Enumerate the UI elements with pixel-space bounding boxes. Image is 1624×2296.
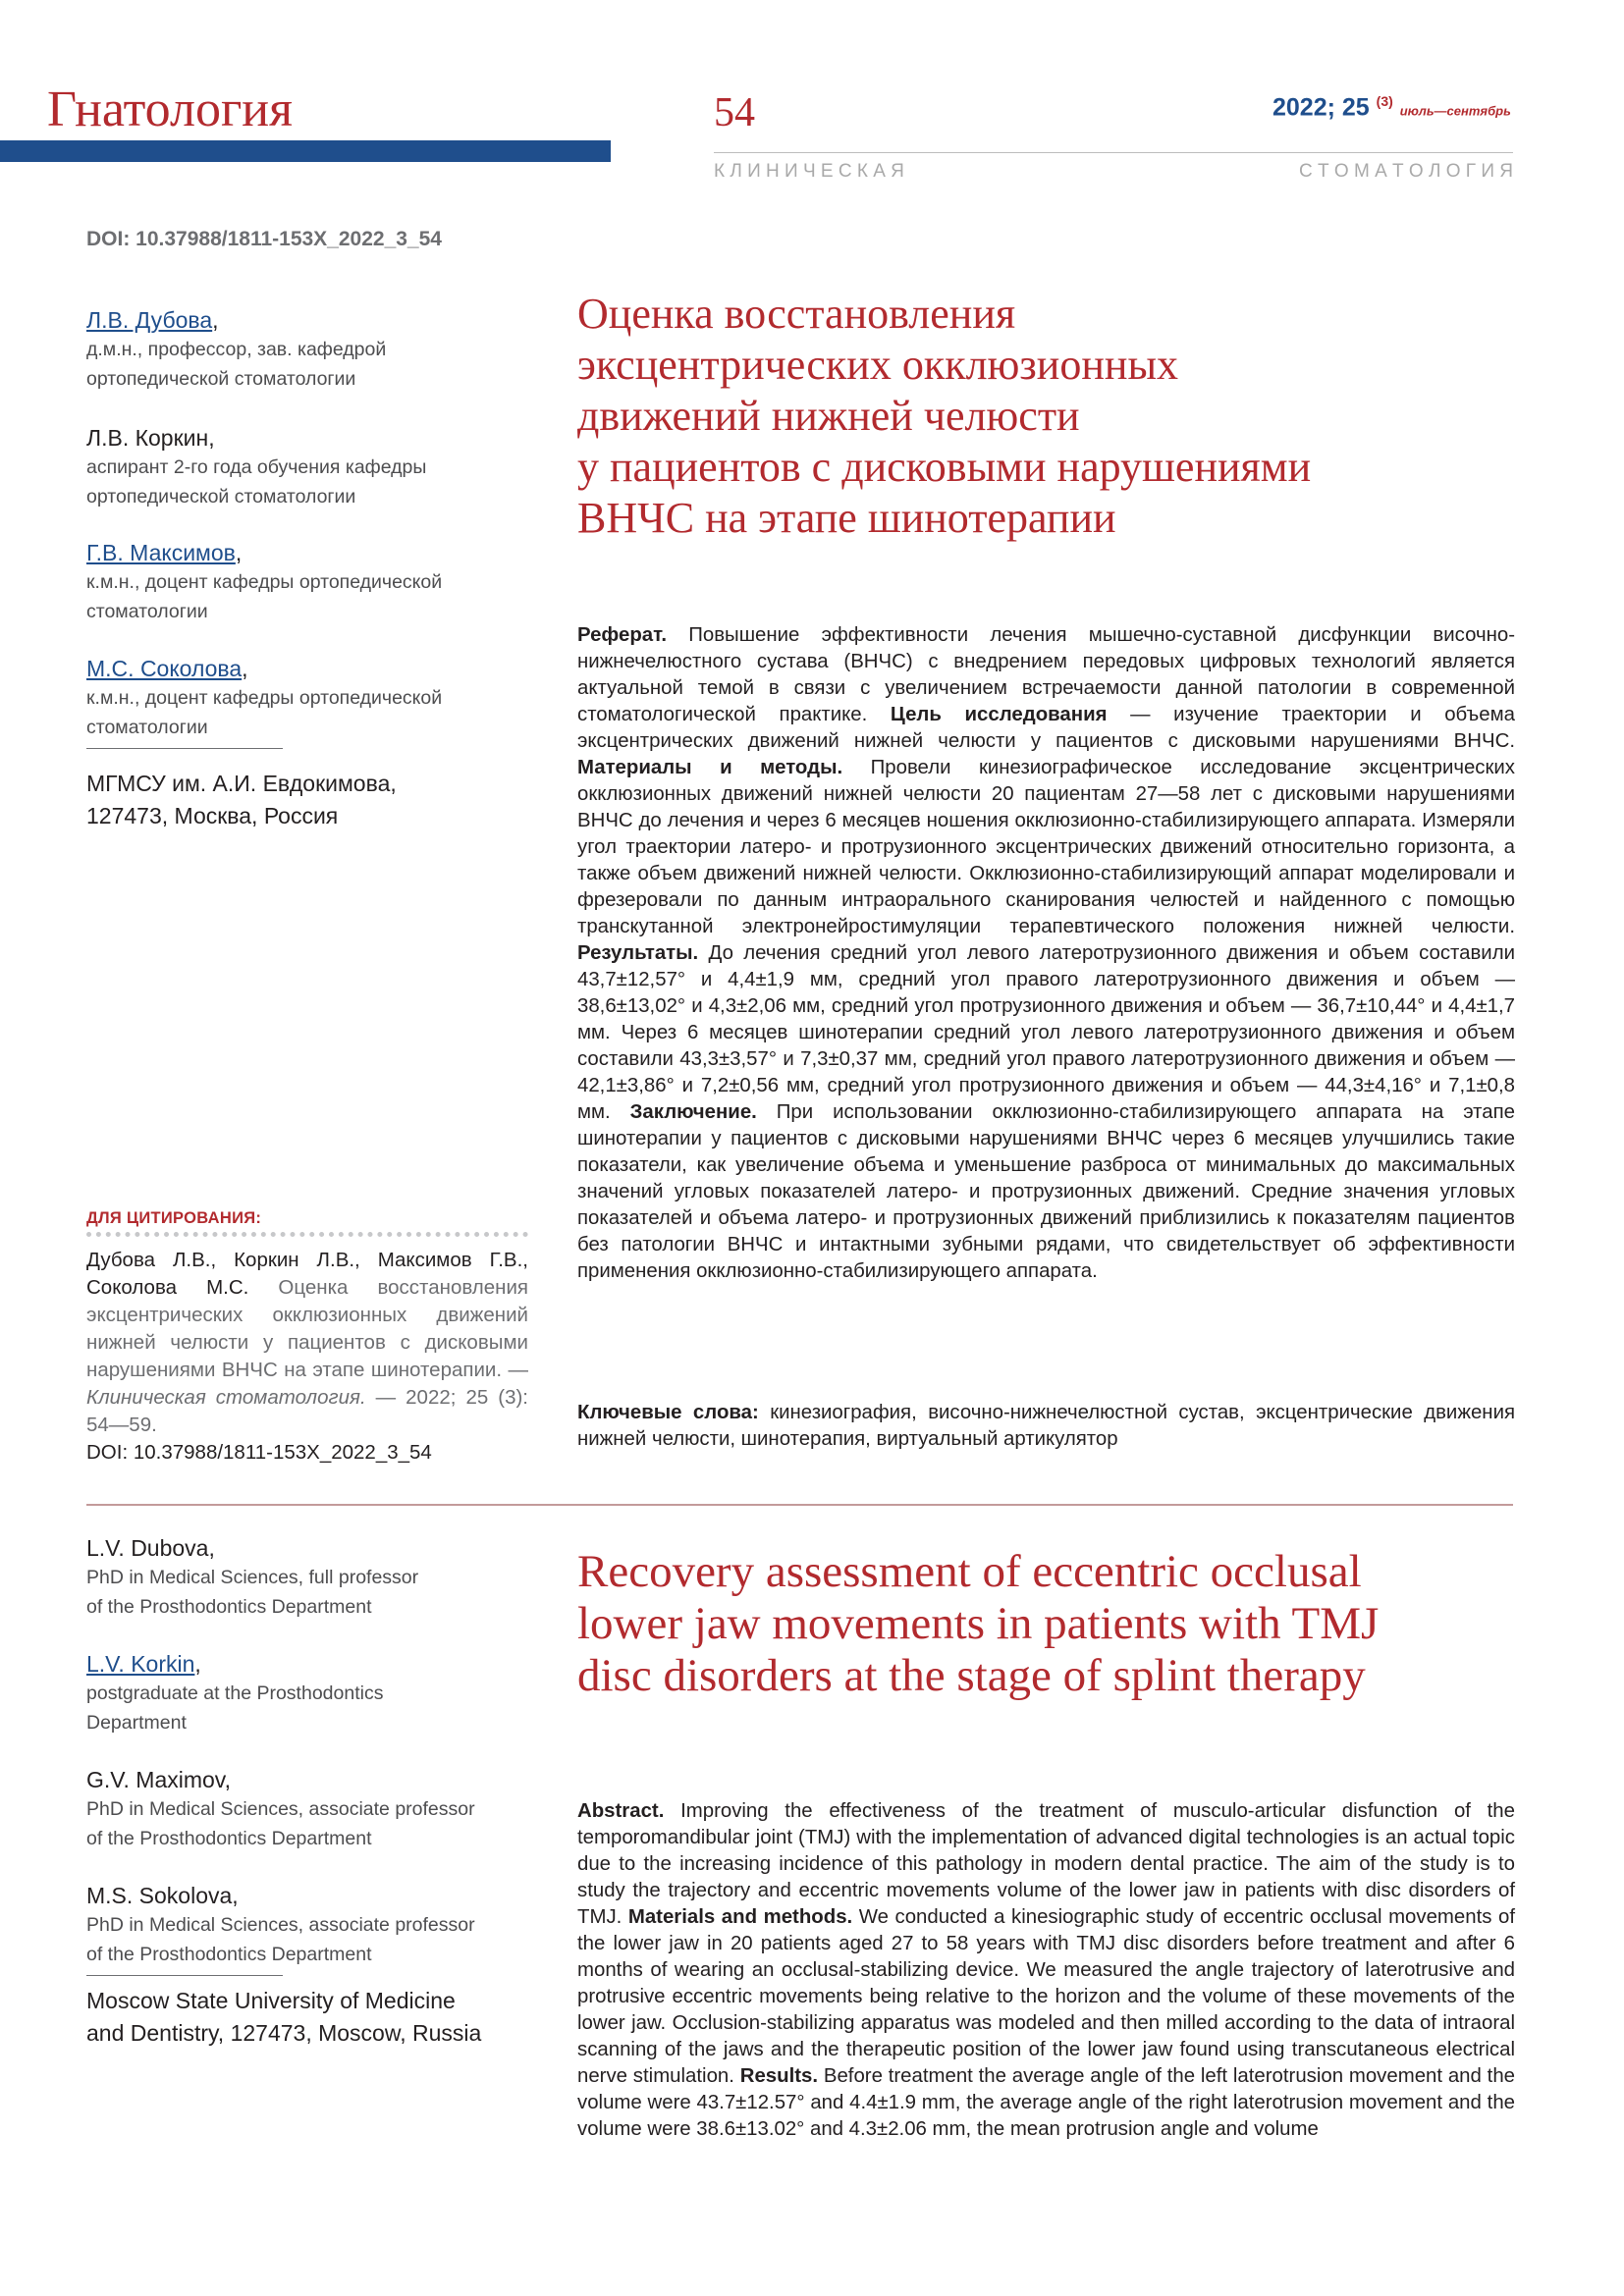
author-position: стоматологии: [86, 601, 208, 622]
author-ru-4: М.С. Соколова, к.м.н., доцент кафедры ортопедической стоматологии: [86, 654, 518, 742]
article-title-ru: Оценка восстановления эксцентрических окклюзионных движений нижней челюсти у пациентов с дисковыми нарушениями ВНЧС на этапе шинотерапии: [577, 290, 1312, 542]
methods-label: Materials and methods.: [627, 1906, 853, 1928]
author-position: аспирант 2-го года обучения кафедры: [86, 456, 427, 478]
author-en-1: L.V. Dubova, PhD in Medical Sciences, full professor of the Prosthodontics Department: [86, 1533, 518, 1622]
methods-label: Материалы и методы.: [577, 757, 843, 778]
journal-section-title: Гнатология: [47, 81, 294, 137]
author-position: к.м.н., доцент кафедры ортопедической: [86, 687, 443, 709]
author-position: PhD in Medical Sciences, associate professor: [86, 1798, 475, 1820]
author-position: postgraduate at the Prosthodontics: [86, 1682, 384, 1704]
author-position: PhD in Medical Sciences, full professor: [86, 1567, 419, 1588]
citation-doi: DOI: 10.37988/1811-153X_2022_3_54: [86, 1441, 432, 1464]
author-link[interactable]: Г.В. Максимов: [86, 540, 236, 565]
author-name: G.V. Maximov: [86, 1767, 225, 1792]
article-title-en: Recovery assessment of eccentric occlusal lower jaw movements in patients with TMJ disc disorders at the stage of splint therapy: [577, 1546, 1380, 1701]
affiliation-ru: МГМСУ им. А.И. Евдокимова, 127473, Москва, Россия: [86, 771, 397, 828]
header-rule: [714, 152, 1513, 153]
author-link[interactable]: L.V. Korkin: [86, 1651, 195, 1677]
author-ru-1: Л.В. Дубова, д.м.н., профессор, зав. кафедрой ортопедической стоматологии: [86, 305, 518, 394]
author-position: of the Prosthodontics Department: [86, 1828, 372, 1849]
abstract-ru: Реферат. Повышение эффективности лечения мышечно-суставной дисфункции височно-нижнечелюстного сустава (ВНЧС) с внедрением передовых цифровых технологий является актуальной темой в связи с увеличением встречаемости данной патологии в современной стоматологической практике. Цель исследования — изучение траектории и объема эксцентрических движений нижней челюсти у пациентов с дисковыми нарушениями ВНЧС. Материалы и методы. Провели кинезиографическое исследование эксцентрических окклюзионных движений нижней челюсти 20 пациентам 27—58 лет с дисковыми нарушениями ВНЧС до лечения и через 6 месяцев ношения окклюзионно-стабилизирующего аппарата. Измеряли угол траектории латеро- и протрузионного эксцентрических движений относительно горизонта, а также объем движений нижней челюсти. Окклюзионно-стабилизирующий аппарат моделировали и фрезеровали по данным интраорального сканирования челюстей и найденного с помощью транскутанной электронейростимуляции терапевтического положения нижней челюсти. Результаты. До лечения средний угол левого латеротрузионного движения и объем составили 43,7±12,57° и 4,4±1,9 мм, средний угол правого латеротрузионного движения и объем — 38,6±13,02° и 4,3±2,06 мм, средний угол протрузионного движения и объем — 36,7±10,44° и 4,4±1,7 мм. Через 6 месяцев шинотерапии средний угол левого латеротрузионного движения и объем составили 43,3±3,57° и 7,3±0,37 мм, средний угол правого латеротрузионного движения и объем — 42,1±3,86° и 7,2±0,56 мм, средний угол протрузионного движения и объем — 44,3±4,16° и 7,1±0,8 мм. Заключение. При использовании окклюзионно-стабилизирующего аппарата на этапе шинотерапии у пациентов с дисковыми нарушениями ВНЧС через 6 месяцев улучшились такие показатели, как увеличение объема и уменьшение разброса от минимальных до максимальных значений угловых показателей латеро- и протрузионных движений. Средние значения угловых показателей и объема латеро- и протрузионных движений приблизились к показателям пациентов без патологии ВНЧС и интактными зубными рядами, что свидетельствует об эффективности применения окклюзионно-стабилизирующего аппарата.: [577, 624, 1516, 1282]
author-divider: [86, 1975, 283, 1976]
abstract-en: Abstract. Improving the effectiveness of the treatment of musculo-articular disfunction of the temporomandibular joint (TMJ) with the implementation of advanced digital technologies is an actual topic due to the increasing incidence of this pathology in modern dental practice. The aim of the study is to study the trajectory and eccentric movements volume of the lower jaw in patients with disc disorders of TMJ. Materials and methods. We conducted a kinesiographic study of eccentric occlusal movements of the lower jaw in 20 patients aged 27 to 58 years with TMJ disc disorders before treatment and after 6 months of wearing an occlusal-stabilizing device. We measured the angle trajectory of laterotrusive and protrusive eccentric movements being relative to the horizon and the volume of these movements of the lower jaw. Occlusion-stabilizing apparatus was modeled and then milled according to the data of intraoral scanning of the jaws and the therapeutic position of the lower jaw found using transcutaneous electrical nerve stimulation. Results. Before treatment the average angle of the left laterotrusion movement and the volume were 43.7±12.57° and 4.4±1.9 mm, the average angle of the right laterotrusion movement and the volume were 38.6±13.02° and 4.3±2.06 mm, the mean protrusion angle and volume: [577, 1800, 1515, 2140]
author-position: д.м.н., профессор, зав. кафедрой: [86, 339, 387, 360]
aim-label: Цель исследования: [890, 704, 1108, 725]
author-link[interactable]: Л.В. Дубова: [86, 307, 213, 333]
affiliation-en: Moscow State University of Medicine and Dentistry, 127473, Moscow, Russia: [86, 1988, 482, 2046]
citation-text: Дубова Л.В., Коркин Л.В., Максимов Г.В., Соколова М.С. Оценка восстановления эксцентрических окклюзионных движений нижней челюсти у пациентов с дисковыми нарушениями ВНЧС на этапе шинотерапии. — Клиническая стоматология. — 2022; 25 (3): 54—59. DOI: 10.37988/1811-153X_2022_3_54: [86, 1249, 528, 1464]
author-position: стоматологии: [86, 717, 208, 738]
author-position: of the Prosthodontics Department: [86, 1596, 372, 1618]
language-separator: [86, 1504, 1513, 1506]
issue-number: (3): [1376, 93, 1393, 109]
subtitle-word-2: С Т О М А Т О Л О Г И Я: [1299, 161, 1513, 182]
author-link[interactable]: М.С. Соколова: [86, 656, 243, 681]
author-name: L.V. Dubova: [86, 1535, 209, 1561]
author-name: M.S. Sokolova: [86, 1883, 233, 1908]
author-ru-3: Г.В. Максимов, к.м.н., доцент кафедры ортопедической стоматологии: [86, 538, 518, 626]
author-ru-2: Л.В. Коркин, аспирант 2-го года обучения кафедры ортопедической стоматологии: [86, 423, 518, 511]
author-en-3: G.V. Maximov, PhD in Medical Sciences, associate professor of the Prosthodontics Department: [86, 1765, 518, 1853]
page-number: 54: [714, 90, 755, 135]
year-volume: 2022; 25: [1272, 93, 1370, 122]
abstract-label: Abstract.: [577, 1800, 665, 1822]
keywords-ru: Ключевые слова: кинезиография, височно-нижнечелюстной сустав, эксцентрические движения нижней челюсти, шинотерапия, виртуальный артикулятор: [577, 1402, 1515, 1450]
section-color-bar: [0, 140, 611, 162]
author-en-4: M.S. Sokolova, PhD in Medical Sciences, associate professor of the Prosthodontics Department: [86, 1881, 518, 1969]
abstract-label: Реферат.: [577, 624, 667, 646]
author-position: PhD in Medical Sciences, associate professor: [86, 1914, 475, 1936]
conclusion-label: Заключение.: [629, 1101, 757, 1123]
author-position: ортопедической стоматологии: [86, 486, 356, 507]
article-doi: DOI: 10.37988/1811-153X_2022_3_54: [86, 228, 442, 250]
author-name: Л.В. Коркин: [86, 425, 209, 451]
issue-months: июль—сентябрь: [1399, 103, 1511, 119]
journal-subtitle: [714, 161, 1513, 183]
results-label: Результаты.: [577, 942, 699, 964]
subtitle-word-1: К Л И Н И Ч Е С К А Я: [714, 161, 904, 182]
keywords-label: Ключевые слова:: [577, 1402, 759, 1423]
author-position: of the Prosthodontics Department: [86, 1944, 372, 1965]
author-position: к.м.н., доцент кафедры ортопедической: [86, 571, 443, 593]
author-divider: [86, 748, 283, 749]
citation-dotted-rule: [86, 1232, 528, 1237]
issue-info: [1272, 93, 1511, 122]
author-position: ортопедической стоматологии: [86, 368, 356, 390]
results-label: Results.: [739, 2065, 819, 2087]
citation-label: ДЛЯ ЦИТИРОВАНИЯ:: [86, 1209, 262, 1227]
author-en-2: L.V. Korkin, postgraduate at the Prosthodontics Department: [86, 1649, 518, 1737]
author-position: Department: [86, 1712, 187, 1734]
